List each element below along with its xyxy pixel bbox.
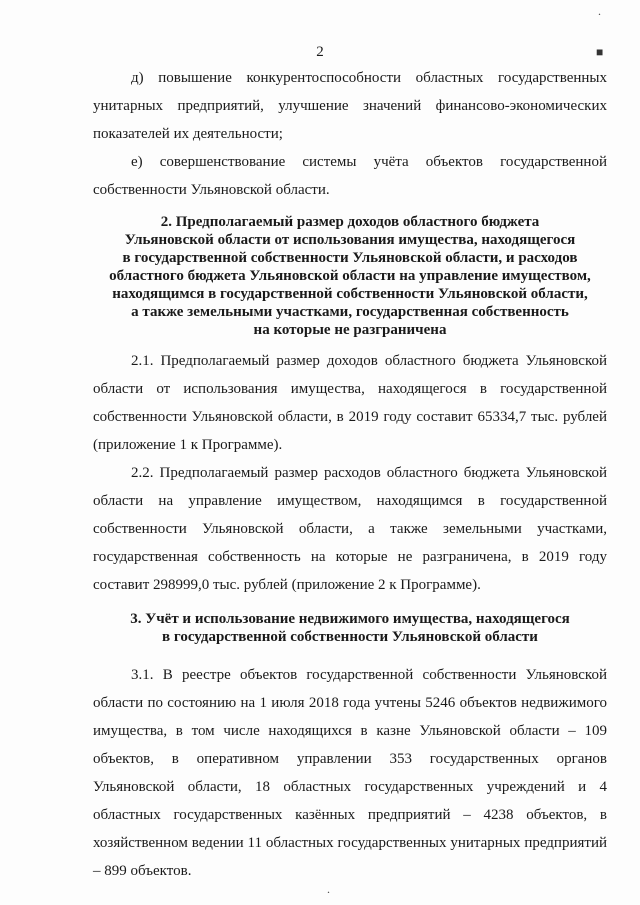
heading-line: а также земельными участками, государственная собственность [131,304,569,320]
scan-mark: ■ [596,45,604,59]
list-item-e: е) совершенствование системы учёта объектов государственной собственности Ульяновской области. [93,154,607,198]
section-3-heading [93,610,607,646]
section-3-body [93,661,607,885]
heading-line: в государственной собственности Ульяновской области, и расходов [122,250,578,266]
scan-speck: . [327,882,330,896]
heading-line: в государственной собственности Ульяновской области [162,629,538,645]
page-number: 2 [316,44,324,60]
paragraph-2-1: 2.1. Предполагаемый размер доходов областного бюджета Ульяновской области от использования имущества, находящегося в государственной собственности Ульяновской области, в 2019 году составит 65334,7 тыс. рублей (приложение 1 к Программе). [93,353,607,453]
section-2-body [93,347,607,599]
paragraph-2-2: 2.2. Предполагаемый размер расходов областного бюджета Ульяновской области на управление имуществом, находящимся в государственной собственности Ульяновской области, а также земельными участками, государственная собственность на которые не разграничена, в 2019 году составит 298999,0 тыс. рублей (приложение 2 к Программе). [93,465,607,593]
heading-line: 3. Учёт и использование недвижимого имущества, находящегося [130,611,570,627]
heading-line: 2. Предполагаемый размер доходов областного бюджета [160,214,540,230]
section-2-heading [93,213,607,339]
heading-line: на которые не разграничена [253,322,447,338]
list-items [93,64,607,204]
list-item-d: д) повышение конкурентоспособности областных государственных унитарных предприятий, улучшение значений финансово-экономических показателей их деятельности; [93,70,607,142]
heading-line: Ульяновской области от использования имущества, находящегося [124,232,576,248]
paragraph-3-1: 3.1. В реестре объектов государственной собственности Ульяновской области по состоянию на 1 июля 2018 года учтены 5246 объектов недвижимого имущества, в том числе находящихся в казне Ульяновской области – 109 объектов, в оперативном управлении 353 государственных органов Ульяновской области, 18 областных государственных учреждений и 4 областных государственных казённых предприятий – 4238 объектов, в хозяйственном ведении 11 областных государственных унитарных предприятий – 899 объектов. [93,667,607,879]
scan-speck: . [598,4,601,18]
heading-line: областного бюджета Ульяновской области на управление имуществом, [109,268,591,284]
heading-line: находящимся в государственной собственности Ульяновской области, [112,286,588,302]
